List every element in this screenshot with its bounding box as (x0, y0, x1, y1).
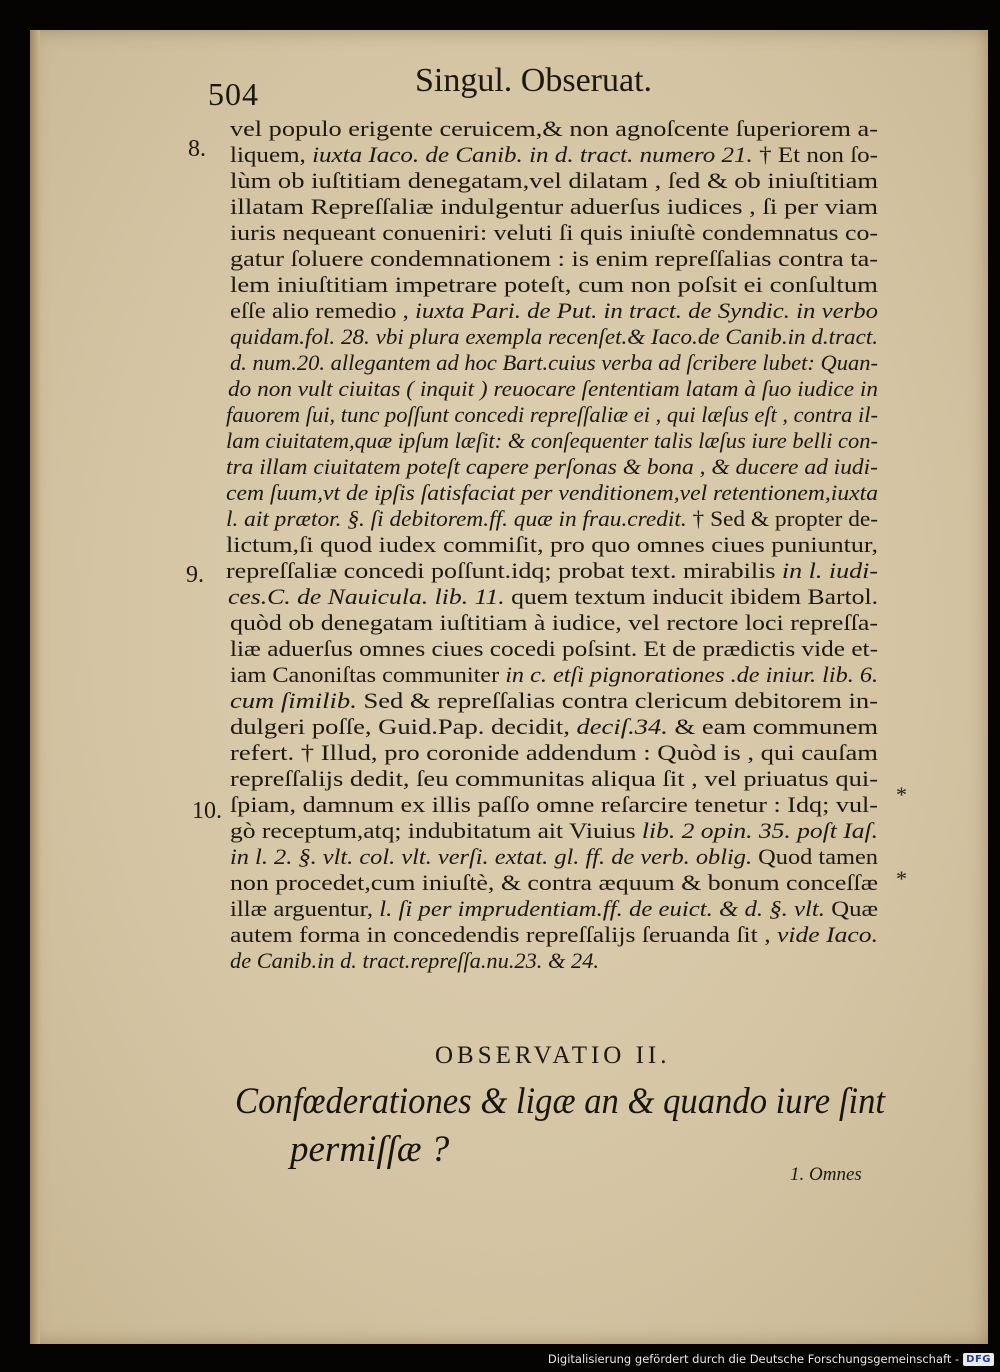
citation-text: deciſ.34. (576, 714, 668, 739)
dfg-logo: DFG (963, 1353, 994, 1366)
citation-text: iuxta Pari. de Put. in tract. de Syndic. in verbo (415, 298, 879, 323)
body-text-span: lùm ob iuſtitiam denegatam,vel dilatam , ſed & ob iniuſtitiam (230, 168, 879, 193)
body-text-span: Sed & repreſſalias contra clericum debitorem in- (356, 688, 879, 713)
body-text-span: refert. † Illud, pro coronide addendum : Quòd is , qui cauſam (230, 740, 878, 765)
page-gutter-edge (30, 30, 40, 1344)
body-text-span: gatur ſoluere condemnationem : is enim repreſſalias contra ta- (230, 246, 878, 271)
body-text-span: liæ aduerſus omnes ciues cocedi poſsint. Et de prædictis vide et- (230, 636, 878, 661)
citation-text: in l. 2. §. vlt. col. vlt. verſi. extat. gl. ff. de verb. oblig. (230, 844, 753, 869)
text-line (230, 116, 878, 142)
page-number: 504 (208, 76, 259, 112)
text-line (230, 246, 878, 272)
text-line (230, 350, 878, 376)
citation-text: do non vult ciuitas ( inquit ) reuocare ſententiam latam à ſuo iudice in (228, 376, 878, 401)
citation-text: quidam.fol. 28. vbi plura exempla recenſet.& Iaco.de Canib.in d.tract. (230, 324, 879, 349)
text-line (226, 428, 878, 454)
text-line (226, 506, 878, 532)
book-page (30, 30, 988, 1344)
text-line (230, 324, 878, 350)
body-text-span: quem textum inducit ibidem Bartol. (504, 584, 879, 609)
marginal-asterisk-mark: * (896, 782, 907, 807)
text-line (230, 298, 878, 324)
body-text-span: quòd ob denegatam iuſtitiam à iudice, vel rectore loci repreſſa- (230, 610, 879, 635)
body-text-span: repreſſaliæ concedi poſſunt.idq; probat text. mirabilis (226, 558, 782, 583)
body-text-span: autem forma in concedendis repreſſalijs ſeruanda ſit , (230, 922, 778, 947)
text-line (230, 610, 878, 636)
body-text-span: vel populo erigente ceruicem,& non agnoſcente ſuperiorem a- (230, 116, 878, 141)
text-line (226, 454, 878, 480)
text-line (230, 766, 878, 792)
body-text-span: dulgeri poſſe, Guid.Pap. decidit, (230, 714, 577, 739)
text-line (230, 714, 878, 740)
text-line (230, 220, 878, 246)
body-text-span: iam Canoniſtas communiter (230, 662, 506, 687)
citation-text: lam ciuitatem,quæ ipſum læſit: & conſequenter talis læſus iure belli con- (226, 428, 878, 453)
citation-text: d. num.20. allegantem ad hoc Bart.cuius verba ad ſcribere lubet: Quan- (230, 350, 879, 375)
body-text-span: illatam Repreſſaliæ indulgentur aduerſus iudices , ſi per viam (230, 194, 878, 219)
text-line (228, 584, 878, 610)
text-line (230, 272, 878, 298)
section-title-line-1: Confœderationes & ligæ an & quando iure ſint (235, 1081, 886, 1122)
text-line (226, 532, 878, 558)
catchword: 1. Omnes (790, 1164, 862, 1185)
citation-text: lib. 2 opin. 35. poſt Iaſ. (641, 818, 878, 843)
text-line (230, 792, 878, 818)
text-line (230, 142, 878, 168)
text-line (226, 480, 878, 506)
footer-credit-text: Digitalisierung gefördert durch die Deutsche Forschungsgemeinschaft - (547, 1352, 960, 1366)
citation-text: cum ſimilib. (230, 688, 357, 713)
body-text-span: eſſe alio remedio , (230, 298, 416, 323)
text-line (230, 948, 599, 974)
section-title-line-2: permiſſæ ? (290, 1129, 450, 1170)
citation-text: in c. etſi pignorationes .de iniur. lib. 6. (505, 662, 879, 687)
body-text-span: Quod tamen (752, 844, 879, 869)
text-line (230, 636, 878, 662)
text-line (230, 896, 878, 922)
body-text-span: ſpiam, damnum ex illis paſſo omne reſarcire tenetur : Idq; vul- (230, 792, 878, 817)
digitization-footer (548, 1350, 994, 1368)
text-line (230, 194, 878, 220)
text-line (230, 818, 878, 844)
citation-text: de Canib.in d. tract.repreſſa.nu.23. & 24. (230, 948, 600, 973)
body-text-span: † Sed & propter de- (686, 506, 879, 531)
body-text-span: iuris nequeant conueniri: veluti ſi quis iniuſtè condemnatus co- (230, 220, 878, 245)
text-line (230, 688, 878, 714)
body-text-span: non procedet,cum iniuſtè, & contra æquum & bonum conceſſæ (230, 870, 879, 895)
marginal-asterisk-mark: * (896, 866, 907, 891)
body-text-span: Quæ (824, 896, 878, 921)
citation-text: tra illam ciuitatem poteſt capere perſonas & bona , & ducere ad iudi- (226, 454, 879, 479)
text-line (226, 558, 878, 584)
body-text-span: lem iniuſtitiam impetrare poteſt, cum non poſsit ei conſultum (230, 272, 878, 297)
body-text-span: liquem, (230, 142, 313, 167)
text-line (230, 922, 878, 948)
running-head: Singul. Obseruat. (415, 62, 653, 99)
margin-number-8: 8. (188, 136, 206, 162)
body-text-span: & eam communem (667, 714, 879, 739)
text-line (230, 662, 878, 688)
citation-text: vide Iaco. (777, 922, 879, 947)
text-line (228, 376, 878, 402)
citation-text: l. ſi per imprudentiam.ff. de euict. & d. §. vlt. (379, 896, 825, 921)
citation-text: cem ſuum,vt de ipſis ſatisfaciat per venditionem,vel retentionem,iuxta (226, 480, 879, 505)
body-text-span: lictum,ſi quod iudex commiſit, pro quo omnes ciues puniuntur, (226, 532, 879, 557)
text-line (230, 168, 878, 194)
citation-text: ces.C. de Nauicula. lib. 11. (228, 584, 505, 609)
text-line (230, 870, 878, 896)
margin-number-10: 10. (192, 798, 222, 824)
citation-text: fauorem ſui, tunc poſſunt concedi repreſſaliæ ei , qui læſus eſt , contra il- (226, 402, 878, 427)
text-line (230, 844, 878, 870)
body-text-span: illæ arguentur, (230, 896, 380, 921)
body-text-span: gò receptum,atq; indubitatum ait Viuius (230, 818, 642, 843)
text-line (230, 740, 878, 766)
body-text-span: repreſſalijs dedit, ſeu communitas aliqua ſit , vel priuatus qui- (230, 766, 879, 791)
observatio-heading: OBSERVATIO II. (435, 1042, 671, 1069)
text-line (226, 402, 878, 428)
body-text-span: † Et non ſo- (752, 142, 879, 167)
citation-text: iuxta Iaco. de Canib. in d. tract. numero 21. (312, 142, 753, 167)
citation-text: in l. iudi- (781, 558, 878, 583)
citation-text: l. ait prætor. §. ſi debitorem.ff. quæ in frau.credit. (226, 506, 687, 531)
margin-number-9: 9. (186, 562, 204, 588)
